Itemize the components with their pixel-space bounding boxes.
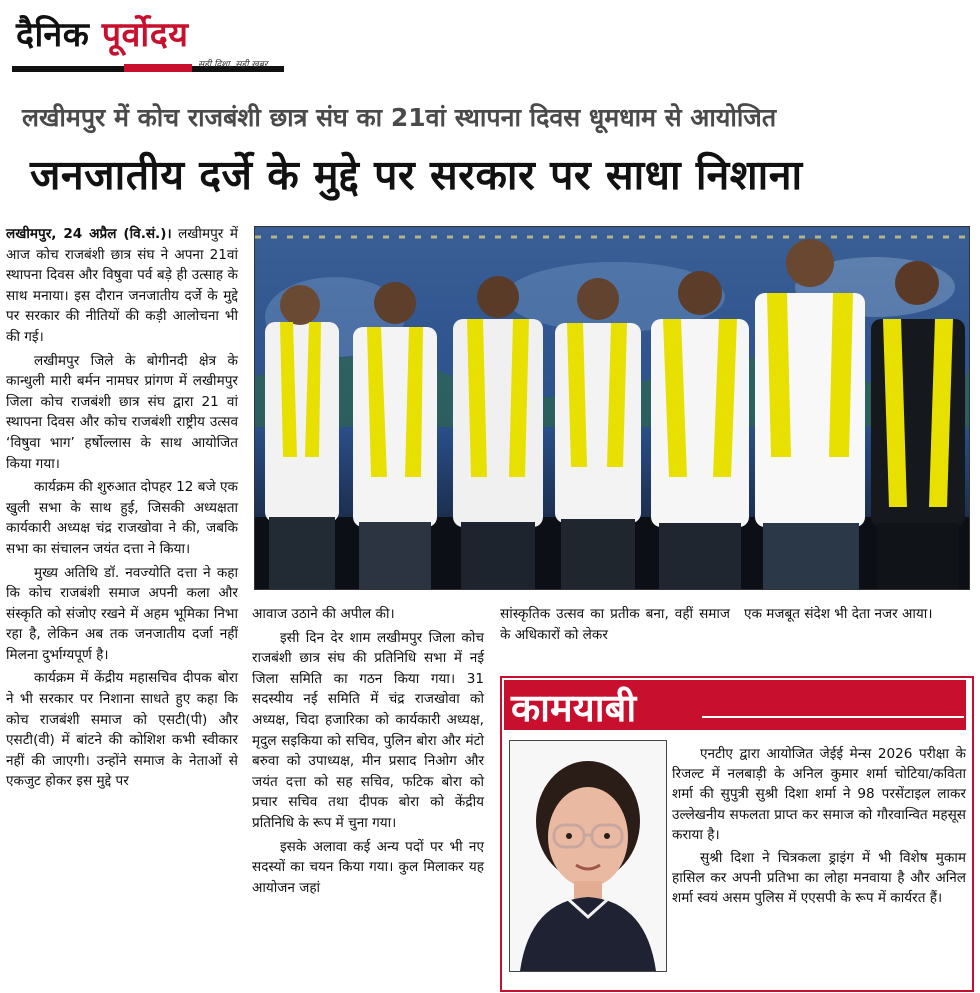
logo-part-2: पूर्वोदय bbox=[101, 15, 189, 55]
article-paragraph: लखीमपुर जिले के बोगीनदी क्षेत्र के कान्धुली मारी बर्मन नामघर प्रांगण में लखीमपुर जिला कोच राजबंशी छात्र संघ द्वारा 21 वां स्थापना दिवस और कोच राजबंशी राष्ट्रीय उत्सव ‘विषुवा भाग’ हर्षोल्लास के साथ आयोजित किया गया। bbox=[6, 352, 238, 472]
kamyabi-text bbox=[672, 744, 966, 909]
article-paragraph: आवाज उठाने की अपील की। bbox=[252, 606, 395, 622]
article-paragraph: सांस्कृतिक उत्सव का प्रतीक बना, वहीं समाज के अधिकारों को लेकर bbox=[500, 606, 730, 643]
masthead bbox=[12, 6, 284, 76]
article-column-2 bbox=[252, 604, 484, 898]
article-paragraph: मुख्य अतिथि डॉ. नवज्योति दत्ता ने कहा कि कोच राजबंशी समाज अपनी कला और संस्कृति को संजोए रखने में अहम भूमिका निभा रहा है, लेकिन अब तक जनजातीय दर्जा नहीं मिलना दुर्भाग्यपूर्ण है। bbox=[6, 564, 238, 663]
masthead-red-accent bbox=[124, 64, 192, 72]
article-column-4 bbox=[744, 604, 969, 625]
student-portrait-illustration bbox=[510, 741, 666, 971]
article-paragraph: इसी दिन देर शाम लखीमपुर जिला कोच राजबंशी छात्र संघ की प्रतिनिधि सभा में नई जिला समिति का गठन किया गया। 31 सदस्यीय नई समिति में चंद्र राजखोवा को अध्यक्ष, चिदा हजारिका को कार्यकारी अध्यक्ष, मृदुल सइकिया को सचिव, पुलिन बोरा और मंटो बरुवा को उपाध्यक्ष, मीन प्रसाद निओग और जयंत दत्ता को सह सचिव, फटिक बोरा को प्रचार सचिव तथा दीपक बोरा को केंद्रीय प्रतिनिधि के रूप में चुना गया। bbox=[252, 629, 484, 831]
group-photo-illustration bbox=[255, 227, 969, 589]
kamyabi-paragraph: सुश्री दिशा ने चित्रकला ड्राइंग में भी विशेष मुकाम हासिल कर अपनी प्रतिभा का लोहा मनवाया है और अनिल शर्मा स्वयं असम पुलिस में एएसपी के रूप में कार्यरत हैं। bbox=[672, 850, 966, 907]
dateline: लखीमपुर, 24 अप्रैल (वि.सं.)। bbox=[6, 226, 172, 242]
article-paragraph: लखीमपुर, 24 अप्रैल (वि.सं.)। लखीमपुर में आज कोच राजबंशी छात्र संघ ने अपना 21वां स्थापना दिवस और विषुवा पर्व बड़े ही उत्साह के साथ मनाया। इस दौरान जनजातीय दर्जे के मुद्दे पर सरकार की नीतियों की कड़ी आलोचना भी की गई। bbox=[6, 226, 238, 345]
main-headline: जनजातीय दर्जे के मुद्दे पर सरकार पर साधा निशाना bbox=[30, 151, 803, 199]
logo-part-1: दैनिक bbox=[16, 15, 102, 55]
article-paragraph: इसके अलावा कई अन्य पदों पर भी नए सदस्यों का चयन किया गया। कुल मिलाकर यह आयोजन जहां bbox=[252, 838, 484, 896]
kamyabi-paragraph: एनटीए द्वारा आयोजित जेईई मेन्स 2026 परीक्षा के रिजल्ट में नलबाड़ी के अनिल कुमार शर्मा चोटिया/कविता शर्मा की सुपुत्री सुश्री दिशा शर्मा ने 98 परसेंटाइल लाकर उल्लेखनीय सफलता प्राप्त कर समाज को गौरवान्वित महसूस कराया है। bbox=[672, 746, 966, 843]
kamyabi-label: कामयाबी bbox=[511, 686, 637, 730]
newspaper-logo bbox=[16, 10, 188, 56]
sub-headline: लखीमपुर में कोच राजबंशी छात्र संघ का 21वां स्थापना दिवस धूमधाम से आयोजित bbox=[22, 103, 777, 132]
student-portrait bbox=[509, 740, 667, 972]
group-photo bbox=[254, 226, 970, 590]
kamyabi-rule bbox=[702, 716, 964, 718]
masthead-tagline: सही दिशा, सही खबर bbox=[198, 60, 268, 70]
article-column-1 bbox=[6, 224, 238, 792]
article-paragraph: कार्यक्रम की शुरुआत दोपहर 12 बजे एक खुली सभा के साथ हुई, जिसकी अध्यक्षता कार्यकारी अध्यक्ष चंद्र राजखोवा ने की, जबकि सभा का संचालन जयंत दत्ता ने किया। bbox=[6, 479, 238, 557]
article-paragraph: कार्यक्रम में केंद्रीय महासचिव दीपक बोरा ने भी सरकार पर निशाना साधते हुए कहा कि कोच राजबंशी समाज को एसटी(पी) और एसटी(वी) में बांटने की कोशिश कभी स्वीकार नहीं की जाएगी। उन्होंने समाज के नेताओं से एकजुट होकर इस मुद्दे पर bbox=[6, 670, 238, 790]
article-column-3 bbox=[500, 604, 730, 645]
article-paragraph: एक मजबूत संदेश भी देता नजर आया। bbox=[744, 606, 933, 622]
